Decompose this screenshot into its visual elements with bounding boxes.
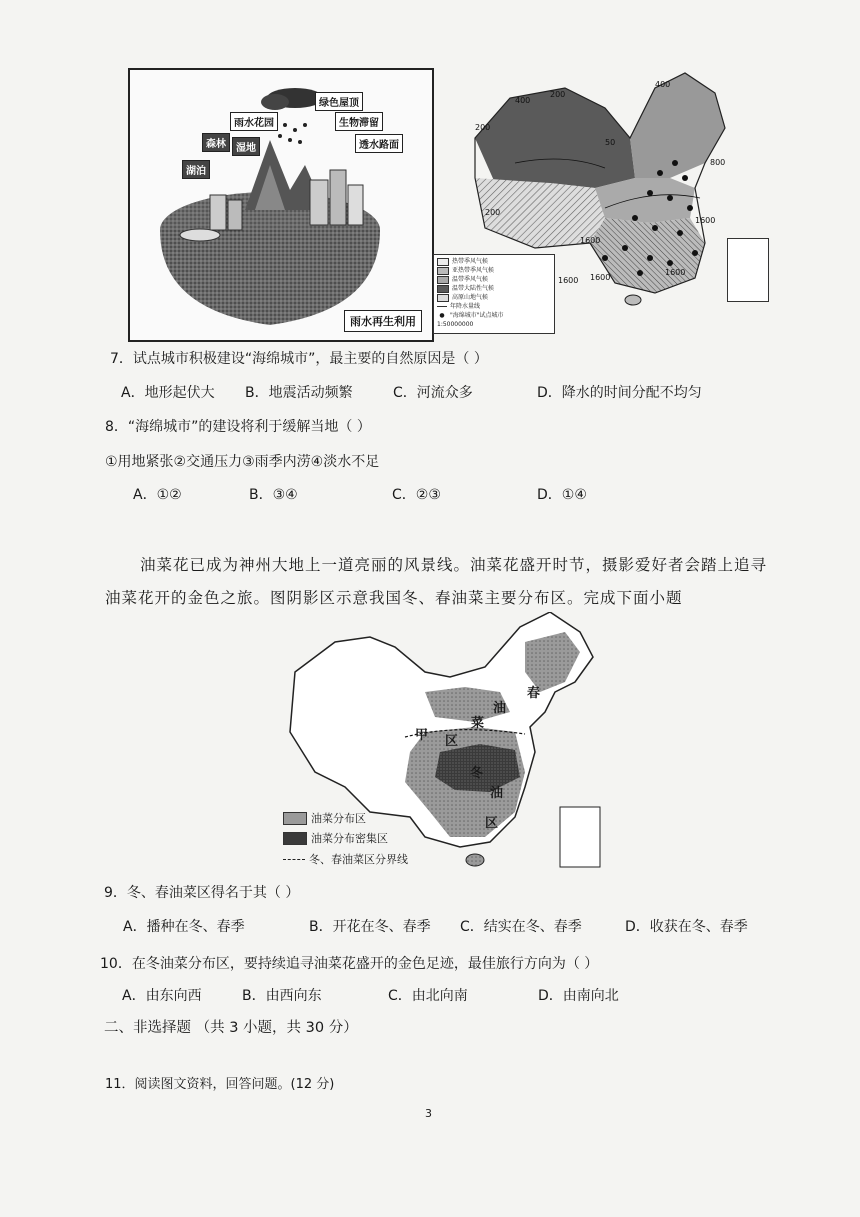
legend-text: "海绵城市"试点城市 bbox=[450, 312, 504, 319]
q8-option-b[interactable]: B．③④ bbox=[249, 487, 298, 503]
sponge-city-figure bbox=[128, 68, 434, 342]
bio-retention-label: 生物滞留 bbox=[335, 112, 383, 131]
south-sea-inset bbox=[727, 238, 769, 302]
q7-stem: 7．试点城市积极建设“海绵城市”，最主要的自然原因是（ ） bbox=[110, 351, 488, 367]
legend-text: 温带大陆性气候 bbox=[452, 285, 495, 292]
legend-text: 高原山地气候 bbox=[452, 294, 489, 301]
q8-option-c[interactable]: C．②③ bbox=[392, 487, 441, 503]
q10-option-a[interactable]: A．由东向西 bbox=[122, 988, 202, 1004]
lake-label: 湖泊 bbox=[182, 160, 210, 179]
map-char-qu-2: 区 bbox=[485, 816, 499, 831]
legend-swatch bbox=[283, 832, 307, 845]
contour-label: 1600 bbox=[665, 268, 686, 277]
sponge-city-illustration bbox=[130, 70, 432, 340]
map-char-you: 油 bbox=[493, 701, 507, 716]
legend-swatch bbox=[437, 276, 449, 284]
q9-option-a[interactable]: A．播种在冬、春季 bbox=[123, 919, 245, 935]
q10-stem: 10．在冬油菜分布区，要持续追寻油菜花盛开的金色足迹，最佳旅行方向为（ ） bbox=[100, 956, 599, 972]
page-number: 3 bbox=[425, 1107, 432, 1120]
q7-option-a[interactable]: A．地形起伏大 bbox=[121, 385, 215, 401]
rape-legend-row bbox=[283, 830, 388, 846]
legend-swatch bbox=[283, 812, 307, 825]
contour-label: 200 bbox=[550, 90, 566, 99]
contour-label: 200 bbox=[475, 123, 491, 132]
q9-option-c[interactable]: C．结实在冬、春季 bbox=[460, 919, 582, 935]
forest-label: 森林 bbox=[202, 133, 230, 152]
isoline-swatch bbox=[437, 306, 447, 307]
city-dot-icon: ● bbox=[439, 312, 445, 319]
wetland-label: 湿地 bbox=[232, 137, 260, 156]
passage-line-2: 油菜花开的金色之旅。图阴影区示意我国冬、春油菜主要分布区。完成下面小题 bbox=[105, 589, 683, 607]
climate-legend bbox=[433, 254, 555, 334]
rape-legend-row bbox=[283, 810, 366, 826]
q9-option-d[interactable]: D．收获在冬、春季 bbox=[625, 919, 748, 935]
contour-label: 400 bbox=[655, 80, 671, 89]
map-char-cai: 菜 bbox=[471, 716, 485, 731]
map-char-jia: 甲 bbox=[415, 728, 429, 743]
q9-stem: 9．冬、春油菜区得名于其（ ） bbox=[104, 885, 300, 901]
legend-text: 温带季风气候 bbox=[452, 276, 489, 283]
contour-label: 1600 bbox=[558, 276, 579, 285]
q7-option-b[interactable]: B．地震活动频繁 bbox=[245, 385, 353, 401]
q11-stem: 11．阅读图文资料，回答问题。(12 分) bbox=[105, 1077, 335, 1092]
boundary-swatch bbox=[283, 859, 305, 860]
contour-label: 800 bbox=[710, 158, 726, 167]
legend-swatch bbox=[437, 267, 449, 275]
rain-garden-label: 雨水花园 bbox=[230, 112, 278, 131]
legend-text: 亚热带季风气候 bbox=[452, 267, 495, 274]
map-char-you-2: 油 bbox=[490, 786, 504, 801]
legend-text: 年降水量线 bbox=[450, 303, 481, 310]
section-2-heading: 二、非选择题 （共 3 小题，共 30 分） bbox=[104, 1020, 358, 1036]
q8-option-d[interactable]: D．①④ bbox=[537, 487, 587, 503]
rainwater-reuse-label: 雨水再生利用 bbox=[344, 310, 422, 332]
q10-option-d[interactable]: D．由南向北 bbox=[538, 988, 619, 1004]
q7-option-d[interactable]: D．降水的时间分配不均匀 bbox=[537, 385, 702, 401]
legend-swatch bbox=[437, 285, 449, 293]
contour-label: 1600 bbox=[695, 216, 716, 225]
legend-text: 油菜分布区 bbox=[311, 812, 366, 825]
permeable-road-label: 透水路面 bbox=[355, 134, 403, 153]
legend-text: 热带季风气候 bbox=[452, 258, 489, 265]
contour-label: 200 bbox=[485, 208, 501, 217]
q9-option-b[interactable]: B．开花在冬、春季 bbox=[309, 919, 431, 935]
map-char-dong: 冬 bbox=[470, 766, 484, 781]
legend-swatch bbox=[437, 258, 449, 266]
contour-label: 1600 bbox=[580, 236, 601, 245]
rape-legend-row bbox=[283, 851, 408, 867]
q7-option-c[interactable]: C．河流众多 bbox=[393, 385, 473, 401]
map-char-qu: 区 bbox=[445, 734, 459, 749]
q8-items: ①用地紧张②交通压力③雨季内涝④淡水不足 bbox=[105, 454, 380, 470]
q8-option-a[interactable]: A．①② bbox=[133, 487, 182, 503]
map-scale: 1:50000000 bbox=[437, 321, 474, 328]
legend-text: 冬、春油菜区分界线 bbox=[309, 853, 408, 866]
legend-text: 油菜分布密集区 bbox=[311, 832, 388, 845]
q8-stem: 8．“海绵城市”的建设将利于缓解当地（ ） bbox=[105, 419, 371, 435]
passage-line-1: 油菜花已成为神州大地上一道亮丽的风景线。油菜花盛开时节，摄影爱好者会踏上追寻 bbox=[140, 556, 768, 574]
contour-label: 400 bbox=[515, 96, 531, 105]
green-roof-label: 绿色屋顶 bbox=[315, 92, 363, 111]
contour-label: 1600 bbox=[590, 273, 611, 282]
map-char-chun: 春 bbox=[527, 686, 541, 701]
q10-option-b[interactable]: B．由西向东 bbox=[242, 988, 322, 1004]
legend-swatch bbox=[437, 294, 449, 302]
contour-label: 50 bbox=[605, 138, 616, 147]
q10-option-c[interactable]: C．由北向南 bbox=[388, 988, 468, 1004]
